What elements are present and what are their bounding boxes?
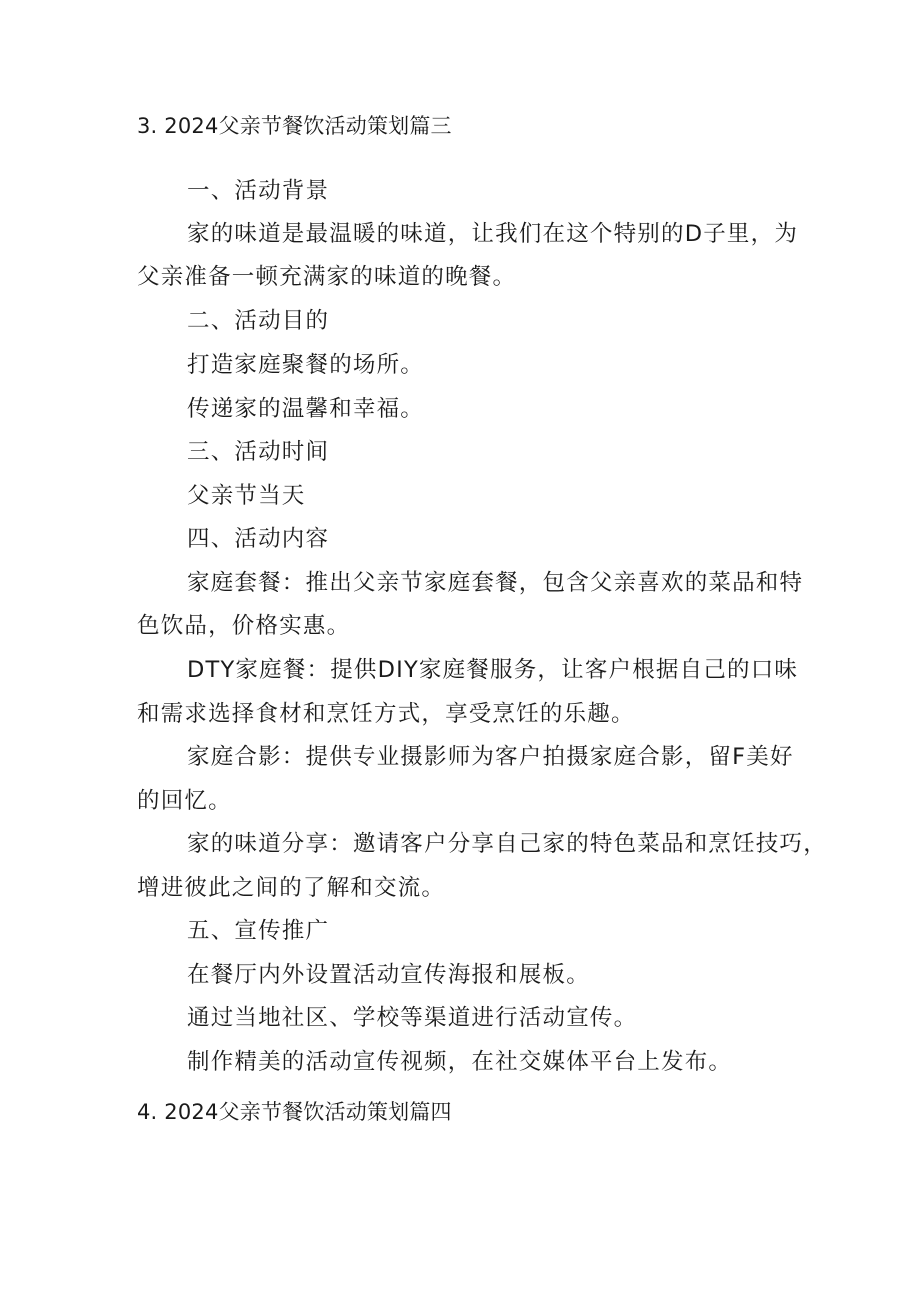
promotion-item-3: 制作精美的活动宣传视频，在社交媒体平台上发布。 (187, 1049, 733, 1075)
purpose-item-2: 传递家的温馨和幸福。 (187, 396, 425, 422)
promotion-item-1: 在餐厅内外设置活动宣传海报和展板。 (187, 962, 590, 988)
section-heading-4: 4. 2024父亲节餐饮活动策划篇四 (137, 1100, 452, 1124)
background-text-line-2: 父亲准备一顿充满家的味道的晚餐。 (137, 264, 517, 290)
background-title: 一、活动背景 (187, 178, 330, 204)
background-text-line-1: 家的味道是最温暖的味道，让我们在这个特别的D子里，为 (187, 221, 799, 247)
purpose-item-1: 打造家庭聚餐的场所。 (187, 352, 425, 378)
promotion-title: 五、宣传推广 (187, 918, 330, 944)
content-item-2-line-1: DTY家庭餐：提供DIY家庭餐服务，让客户根据自己的口味 (187, 657, 799, 683)
content-item-1-line-2: 色饮品，价格实惠。 (137, 613, 351, 639)
purpose-title: 二、活动目的 (187, 308, 330, 334)
content-item-3-line-2: 的回忆。 (137, 788, 232, 814)
time-text: 父亲节当天 (187, 483, 306, 509)
content-item-3-line-1: 家庭合影：提供专业摄影师为客户拍摄家庭合影，留F美好 (187, 744, 794, 770)
content-title: 四、活动内容 (187, 526, 330, 552)
content-item-1-line-1: 家庭套餐：推出父亲节家庭套餐，包含父亲喜欢的菜品和特 (187, 570, 804, 596)
promotion-item-2: 通过当地社区、学校等渠道进行活动宣传。 (187, 1005, 638, 1031)
content-item-4-line-1: 家的味道分享：邀请客户分享自己家的特色菜品和烹饪技巧， (187, 831, 827, 857)
section-heading-3: 3. 2024父亲节餐饮活动策划篇三 (137, 114, 452, 138)
time-title: 三、活动时间 (187, 439, 330, 465)
content-item-2-line-2: 和需求选择食材和烹饪方式，享受烹饪的乐趣。 (137, 701, 635, 727)
content-item-4-line-2: 增进彼此之间的了解和交流。 (137, 875, 446, 901)
